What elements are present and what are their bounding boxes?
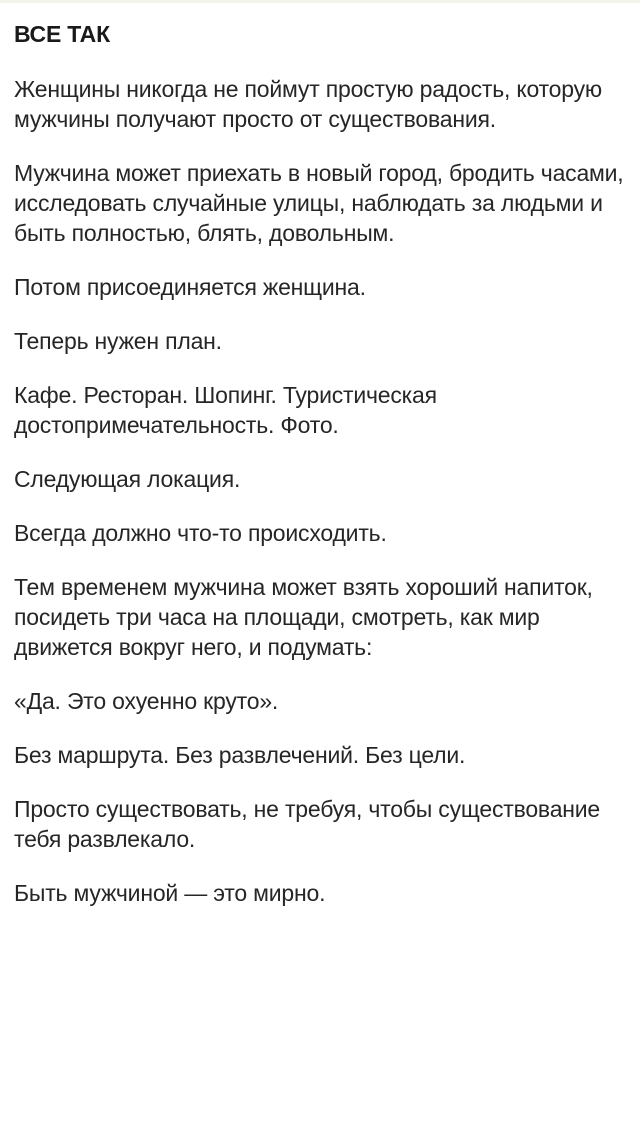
post-paragraph: Следующая локация. [14,466,241,492]
post-paragraph: Кафе. Ресторан. Шопинг. Туристическая достопримечательность. Фото. [14,382,437,438]
post-paragraph: Без маршрута. Без развлечений. Без цели. [14,742,466,768]
post-paragraph: Теперь нужен план. [14,328,222,354]
top-divider [0,0,640,3]
post-title: ВСЕ ТАК [14,21,110,47]
post-paragraph: Потом присоединяется женщина. [14,274,366,300]
post-paragraph: «Да. Это охуенно круто». [14,688,279,714]
post-paragraph: Тем временем мужчина может взять хороший напиток, посидеть три часа на площади, смотреть, как мир движется вокруг него, и подумать: [14,574,593,660]
post-article [14,18,628,932]
post-paragraph: Всегда должно что-то происходить. [14,520,387,546]
post-paragraph: Женщины никогда не поймут простую радость, которую мужчины получают просто от существования. [14,76,602,132]
post-paragraph: Быть мужчиной — это мирно. [14,880,326,906]
post-paragraph: Мужчина может приехать в новый город, бродить часами, исследовать случайные улицы, наблюдать за людьми и быть полностью, блять, довольным. [14,160,624,246]
post-paragraph: Просто существовать, не требуя, чтобы существование тебя развлекало. [14,796,601,852]
